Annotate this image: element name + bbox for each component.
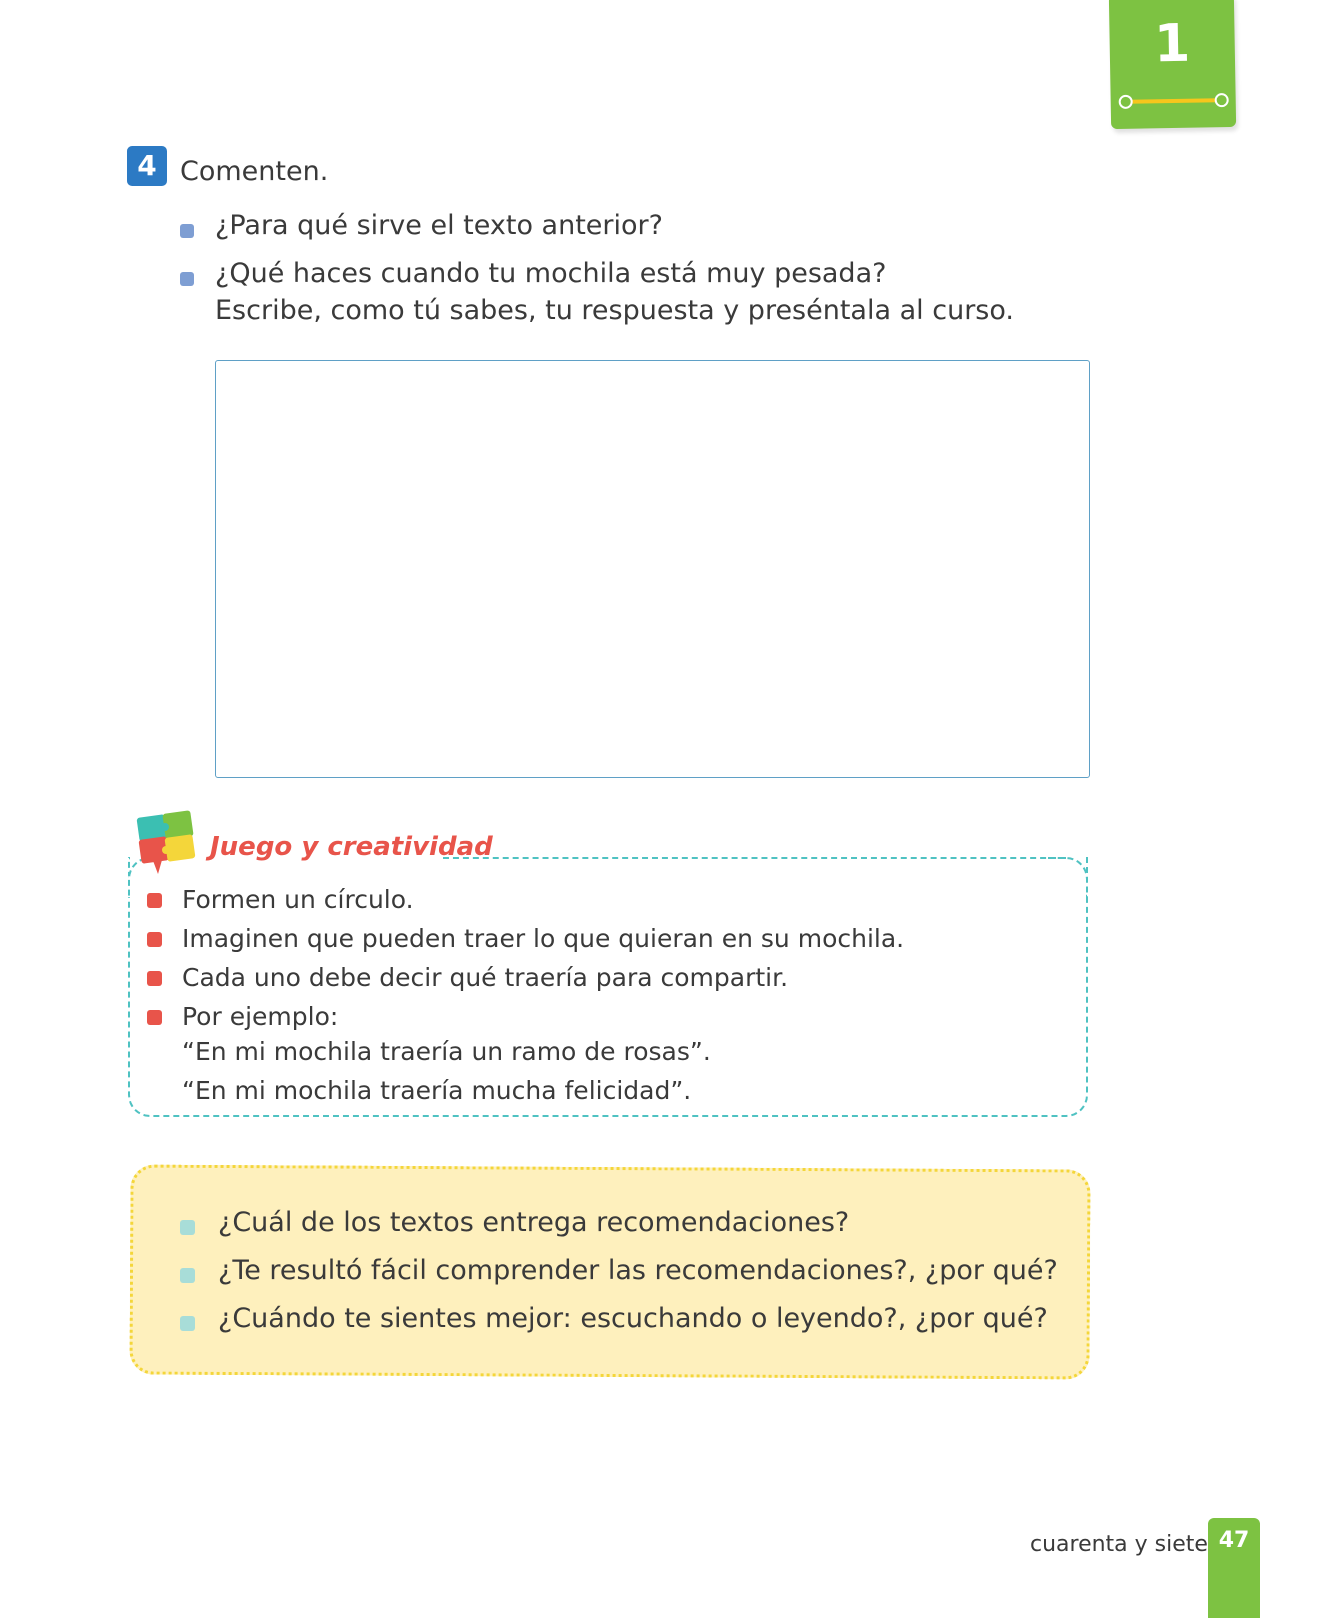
answer-writing-box[interactable] [215,360,1090,778]
activity-instruction: Escribe, como tú sabes, tu respuesta y preséntala al curso. [215,295,1014,326]
reflection-question: ¿Cuándo te sientes mejor: escuchando o leyendo?, ¿por qué? [218,1303,1048,1334]
page-number: 47 [1208,1518,1260,1618]
activity-title: Comenten. [180,156,329,187]
activity-number-badge: 4 [127,146,167,186]
juego-bullet [147,893,162,908]
question-bullet [180,272,194,286]
juego-title: Juego y creatividad [210,832,493,862]
reflection-question: ¿Te resultó fácil comprender las recomendaciones?, ¿por qué? [218,1255,1058,1286]
juego-bullet [147,1010,162,1025]
juego-example: “En mi mochila traería un ramo de rosas”. [182,1037,711,1066]
juego-box-corner [1048,857,1088,897]
unit-tab [1109,0,1236,129]
juego-example: “En mi mochila traería mucha felicidad”. [182,1076,692,1105]
juego-item: Cada uno debe decir qué traería para compartir. [182,963,789,992]
tab-ring-left [1119,95,1133,109]
page-number-words: cuarenta y siete [1030,1532,1208,1557]
juego-item: Formen un círculo. [182,885,414,914]
tab-decoration-line [1125,98,1220,104]
reflection-bullet [180,1268,195,1283]
question-1: ¿Para qué sirve el texto anterior? [215,210,663,241]
juego-bullet [147,971,162,986]
juego-bullet [147,932,162,947]
juego-item: Imaginen que pueden traer lo que quieran en su mochila. [182,924,905,953]
question-bullet [180,224,194,238]
question-2: ¿Qué haces cuando tu mochila está muy pesada? [215,258,887,289]
reflection-question: ¿Cuál de los textos entrega recomendaciones? [218,1207,850,1238]
juego-item: Por ejemplo: [182,1002,339,1031]
reflection-bullet [180,1220,195,1235]
unit-number: 1 [1153,13,1191,75]
reflection-bullet [180,1316,195,1331]
puzzle-icon [134,810,204,880]
tab-ring-right [1215,93,1229,107]
juego-box-top-border [443,857,1066,859]
